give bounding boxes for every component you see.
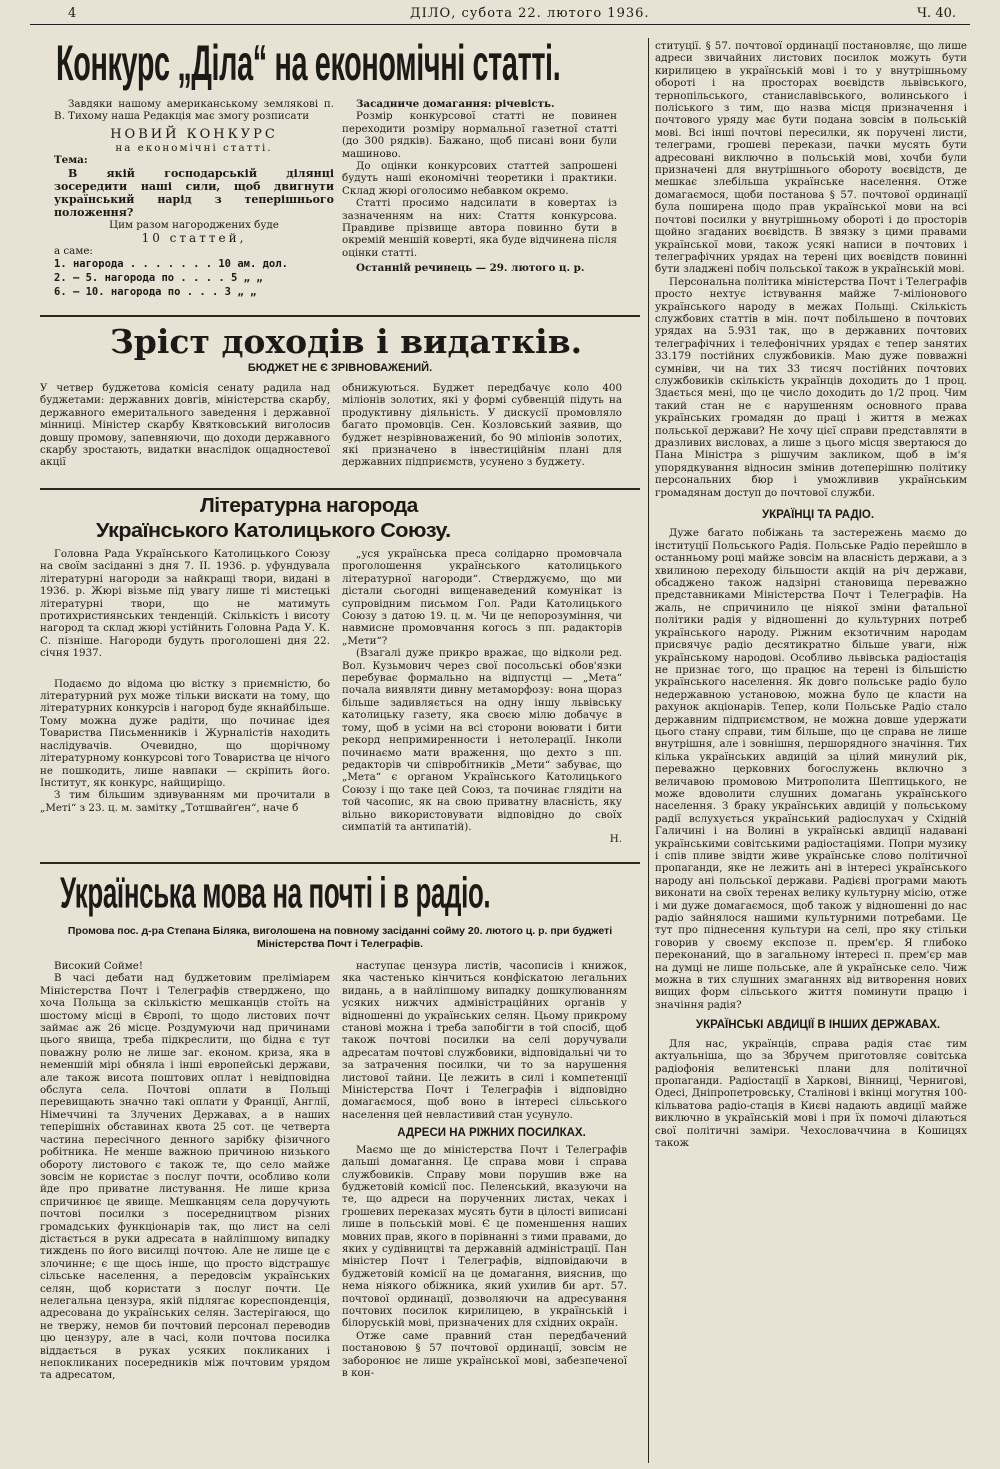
theme-text: В якій господарській ділянці зосередити наші сили, щоб двигнути український нарід з теперішнього положення? <box>54 166 334 219</box>
section-rule <box>40 488 640 490</box>
award-left-p1: Головна Рада Українського Католицького Союзу на своїм засіданні з дня 7. II. 1936. р. уфундувала літературні нагороди за найкращі твори, видані в 1936. р. Жюрі візьме під увагу лише ті мистецькі літературні твори, що не матимуть протихристиянських тенденцій. Скількість і висоту нагород та склад жюрі устійнить Головна Рада У. К. С. пізніше. Нагороди будуть проголошені дня 22. січня 1937. <box>40 548 330 660</box>
section-rule <box>40 315 640 317</box>
award-headline-1: Літературна нагорода <box>200 495 418 517</box>
konkurs-intro: Завдяки нашому американському землякові п. В. Тихому наша Редакція має змогу розписати <box>54 98 334 123</box>
award-left <box>40 548 330 858</box>
konkurs-left <box>54 98 334 299</box>
award-left-p2: Подаємо до відома цю вістку з приємністю, бо літературний рух може тільки вискати на тому, що літературних конкурсів і нагород буде якнайбільше. Тому можна дуже радіти, що починає ідея Товариства Письменників і Журналістів находить наслідувачів. Очевидно, що щорічному літературному конкурсові того Товариства це нічого не пошкодить, лише навпаки — скріпить його. Інститут, як конкурс, найщиріщо. <box>40 677 330 789</box>
budget-right: обнижуються. Буджет передбачує коло 400 міліонів золотих, які у формі субвенцій підуть на продуктивну діяльність. У дискусії промовляло багато промовців. Сен. Козловський заявив, що буджет незрівноважений, бо 90 міліонів золотих, які призначено в інвестиційнім плані для державних підприємств, усунено з буджету. <box>342 382 622 469</box>
theme-label: Тема: <box>54 154 88 167</box>
konkurs-size: Розмір конкурсової статті не повинен переходити розміру нормальної газетної статті (до 300 рядків). Бажано, щоб писані вони були машиново. <box>342 110 617 160</box>
salutation: Високий Сойме! <box>54 960 144 972</box>
prize-namely: а саме: <box>54 245 93 258</box>
post-c2-heading: АДРЕСИ НА РІЖНИХ ПОСИЛКАХ. <box>397 1127 586 1140</box>
post-c2-p3: Отже саме правний стан передбачений постановою § 57 почтової ординації, зовсім не заборонює не лише української мові, забезпеченої в кон- <box>342 1329 627 1379</box>
post-col-2 <box>342 960 627 1460</box>
konkurs-deadline: Останній речинець — 29. лютого ц. р. <box>356 262 585 275</box>
award-right <box>342 548 622 858</box>
post-col-3 <box>655 40 967 1460</box>
new-contest-subtitle: на економічні статті. <box>115 141 273 154</box>
post-headline: Українська мова на почті і в радіо. <box>60 868 491 918</box>
issue-number: Ч. 40. <box>917 6 956 21</box>
post-subhead: Промова пос. д-ра Степана Біляка, виголошена на повному засіданні сойму 20. лютого ц. р. при буджеті Міністерства Почт і Телеграфів. <box>67 925 613 950</box>
konkurs-requirement: Засадниче домагання: річевість. <box>356 98 555 110</box>
award-right-p2: (Взагалі дуже прикро вражає, що відколи ред. Вол. Кузьмович через свої посольські обов'язки перебуває формально на відпустці — „Мета“ почала виявляти дивну метаморфозу: вона щораз більше задивляється на одну іншу львівську католицьку газету, яка своєю мілю добачує в тому, щоб в усіми на всі сторони воювати і бити рекорд непримиренности і нетолерації. Інколи починаємо мати враження, що дехто з пп. редакторів чи співробітників „Мети“ забуває, що „Мета“ є органом Українського Католицького Союзу і що таке цей Союз, та починає глядіти на той часопис, як на свою приватну власність, яку вільно використовувати відповідно до своїх симпатій та антипатій). <box>342 647 622 833</box>
award-headline-2: Українського Католицького Союзу. <box>96 520 451 542</box>
column-divider <box>648 38 649 1463</box>
konkurs-jury: До оцінки конкурсових статтей запрошені будуть наші економічні теоретики і практики. Склад жюрі оголосимо небавком окремо. <box>342 160 617 197</box>
post-c3-heading-2: УКРАЇНСЬКІ АВДИЦІЇ В ІНШИХ ДЕРЖАВАХ. <box>695 1019 941 1032</box>
prize-count: 10 статтей, <box>141 231 247 246</box>
award-left-p3: З тим більшим здивуванням ми прочитали в „Меті“ з 23. ц. м. замітку „Тотшвайґен“, наче б <box>40 789 330 814</box>
post-c2-p2: Маємо ще до міністерства Почт і Телеграфів дальші домагання. Це справа мови і справа службовиків. Справу мови порушив вже на буджетовій комісії пос. Пеленський, вказуючи на те, що адреси на порученних листах, чеках і грошевих переказах мусять бути в цілості виписані лише в польській мові. Є це поменшення наших мовних прав, якого в порівнанні з тими правами, до яких у судівництві та державній адміністрації. Пан міністер Почт і Телеграфів, відповідаючи в буджетовій комісії на це домагання, вияснив, що нема ніякого обіжника, який ухилив би арт. 57. почтової ординації, дозволяючи на адресування почтових посилок кирилицею, в українській і білоруській мові, призначених для східних окраїн. <box>342 1143 627 1330</box>
page-number: 4 <box>68 6 77 21</box>
prize-1: 1. нагорода . . . . . . . 10 ам. дол. <box>54 258 288 271</box>
award-right-p1: „уся українська преса солідарно промовчала проголошення українського католицького літературної нагороди“. Стверджуємо, що ми дістали сьогодні вищенаведений комунікат із супровідним письмом Гол. Ради Католицького Союзу з датою 19. ц. м. Чи це непорозуміння, чи навмисне промовчання когось з пп. радакторів „Мети“? <box>342 548 622 647</box>
prize-2: 2. — 5. нагорода по . . . . 5 „ „ <box>54 272 263 285</box>
award-signature: Н. <box>609 833 622 846</box>
post-c3-p4: Для нас, українців, справа радія стає тим актуальніша, що за Збручем приготовляє совітська радіофонія велитенські плани для політичної пропаганди. Радіостації в Харкові, Вінниці, Чернигові, Одесі, Дніпропетровську, Сталінові і вкінці могутня 100-кільватова радіо-стація в Києві надають авдиції майже виключно в українській мові і при їх помочі ділаються свої політичні заміри. Чехословаччина в Кошицях також <box>655 1037 967 1149</box>
post-c1-p1: В часі дебати над буджетовим преліміарем Міністерства Почт і Телеграфів стверджено, що хоча Польща за скількістю мешканців стоїть на шостому місці в Європі, то щодо листових почт займає аж 26 місце. Роздумуючи над причинами цього явища, треба підкреслити, що бідна є тут поважну ролю не лише заг. економ. криза, яка в неменшій мірі обняла і інші европейські держави, але також висота поштових оплат і невідповідна обслуга села. Почтові оплати в Польщі перевищають значно такі оплати у Франції, Англії, Німеччині та Злучених Державах, а в наших теперішніх обставинах квота 25 сот. це четверта частина пересічного денного зарібку фізичного робітника. Не менше важною причиною низького обороту листового є також те, що село майже зовсім не користає з послуг почти, особливо коли йде про приватне листування. Не лише криза спричинює це явище. Мешканцям села доручують почтові посилки з посередництвом різних громадських функціонарів так, що лист на селі дістається в руки адресата в найліпшому випадку тиждень по його висилці почтою. Але не лише це є злочинне; є ще щось інше, що просто відстрашує сільське населення, а передовсім українських селян, щоб користати з послуг почти. Це нелегальна цензура, якій підлягає кореспонденція, адресована до українських селян. Застерігаюся, що не твержу, немов би почтовий персонал переводив цю цензуру, але в часі, коли почтова посилка віддається в руках усяких покликаних і непокликаних посередників між почтовим урядом та адресатом, <box>40 972 330 1382</box>
prize-3: 6. — 10. нагорода по . . . 3 „ „ <box>54 286 257 299</box>
budget-left: У четвер буджетова комісія сенату радила над буджетами: державних довгів, міністерства скарбу, державного емеритального заведення і державної мінниці. Міністер скарбу Квятковський виголосив довшу промову, запевняючи, що доходи державного скарбу зростають, видатки внаслідок ощадностевої акції <box>40 382 330 469</box>
konkurs-right <box>342 98 617 275</box>
section-rule <box>40 862 640 864</box>
post-c3-p3: Дуже багато побіжань та застережень маємо до інституції Польського Радія. Польське Радіо перейшло в останньому році майже зовсім на власність держави, а з хвилиною переходу більшости акцій на річ держави, обсаджено також надзірні становища переважно представниками Міністерства Почт і Телеграфів. На жаль, не спричинило це ніякої зміни фатальної політики радія у відношенні до культурних потреб українського народу. Ріжним екзотичним народам присвячує радіо десятикратно більше уваги, ніж українському народові. Особливо львівська радіостація не признає того, що працює на терені із більшістю українського населення. Як довго польське радіо було недержавною установою, можна було це класти на рахунок акціонарів. Тепер, коли Польське Радіо стало державним підприємством, не можна довше удержати цього стану справи, тим більше, що це справа не лише внутрішня, але і зовнішня, першорядного значіння. Тих кілька українських авдицій за цілий минулий рік, переважно церковних богослужень включно з величавою промовою Митрополита Шептицького, не може вдоволити слушних домагань українського населення. З браку українських авдицій у польському радії вслухується український радіослухач у Східній Галичині і на Волині в українські авдиції надавані українськими совітськими радіостаціями. Попри музику і спів пливе звідти живе українське слово політичної пропаганди, яке не лежить ані в інтересі українського народу ані польської держави. Радієві програми мають виконати на своїх теренах велику культурну місію, отже і ми дуже домагаємося, щоб також у відношенні до нас радіо зайнялося нашими культурними потребами. Це тут про піднесення культури на селі, про яку стільки говорив у своєму експозе п. прем'єр. Я глибоко переконаний, що в загальному інтересі п. прем'єр мав на думці не лише польське, але й українське село. Чиж можна в тих слушних змаганнях від витворення нових вищих форм сільського життя поминути працю і значіння радія? <box>655 527 967 1011</box>
post-c3-p2: Персональна політика міністерства Почт і Телеграфів просто нехтує іствування майже 7-міліонового українського народу в межах Польщі. Скількість службових статтів в мін. почт побільшено в почтових урядах на 5.931 так, що в державних почтових телеграфічних і телефонічних урядах є тепер занятих 33.179 постійних службовиків. Маю дуже повважні сумніви, чи на тих 33 тисяч постійних почтових службовиків скількість українців доходить до 1 проц. Здається мені, що це число доходить до 1/2 проц. Чим такий стан не є нарушенням основного права українських громадян до праці і життя в межах польської держави? Не хочу цієї справи представляти в дразливих висловах, а лише з цього місця звертаюся до Пана Міністра з рішучим закликом, щоб в ім'я упорядкування відносин змінив дотеперішню політику персональних бюр і уможливив українським громадянам доступ до почтової служби. <box>655 275 967 499</box>
konkurs-headline: Конкурс „Діла“ на економічні статті. <box>56 36 561 91</box>
new-contest-title: НОВИЙ КОНКУРС <box>110 126 278 142</box>
post-col-1 <box>40 960 330 1460</box>
prizes-intro: Цим разом нагороджених буде <box>109 218 279 231</box>
masthead: ДІЛО, субота 22. лютого 1936. <box>410 6 650 21</box>
post-c2-p1: наступає цензура листів, часописів і книжок, яка частенько кінчиться конфіскатою легальних видань, а в найліпшому випадку дошкулюванням усяких нижчих адміністраційних органів у відношенні до українських селян. Цьому прикрому станові можна і треба запобігти в той спосіб, щоб також почтові посилки на селі доручували адресатам почтові службовики, відповідальні чи то за затрачення посилки, чи то за нарушення листової тайни. Це лежить в силі і компетенції Міністерства Почт і Телеграфів і відповідно домагаємося, щоб воно в інтересі сільського населення цей невластивий стан усунуло. <box>342 960 627 1121</box>
budget-headline: Зріст доходів і видатків. <box>110 322 583 361</box>
post-c3-p1: ституції. § 57. почтової ординації постановляє, що лише адреси звичайних листових посилок можуть бути кирилицею в українській мові і то у внутрішньому обороті і на просторах воєвідств львівського, тернопільського, станиславівського, волинського і поліського з тим, що назва місця призначення і почтового уряду має бути подана зовсім в польській мові. Всі інші почтові пересилки, як поручені листи, телеграми, грошеві перекази, пачки мусять бути адресовані виключно в польській мові, хочби були призначені для внутрішнього обороту воєвідств, де мешкає злебільша українське населення. Отже домагаємося, щоби постанова § 57. почтової ординації була поширена щодо прав української мови на всі почтові посилки у внутрішньому обороті і до просторів щойно згаданих воєвідств. В звязку з цими правами української мови, також усякі написи в почтових і телеграфічних урядах на терені цих воєвідств повинні бути зладжені побіч польської також в українській мові. <box>655 40 967 276</box>
konkurs-submission: Статті просимо надсилати в ковертах із зазначенням на них: Стаття конкурсова. Правдиве прізвище автора повинно бути в окремій меншій коверті, яка буде відчинена після оцінки статті. <box>342 197 617 259</box>
post-c3-heading: УКРАЇНЦІ ТА РАДІО. <box>761 509 875 522</box>
page-header <box>30 6 970 25</box>
budget-subhead: БЮДЖЕТ НЕ Є ЗРІВНОВАЖЕНИЙ. <box>247 362 433 374</box>
